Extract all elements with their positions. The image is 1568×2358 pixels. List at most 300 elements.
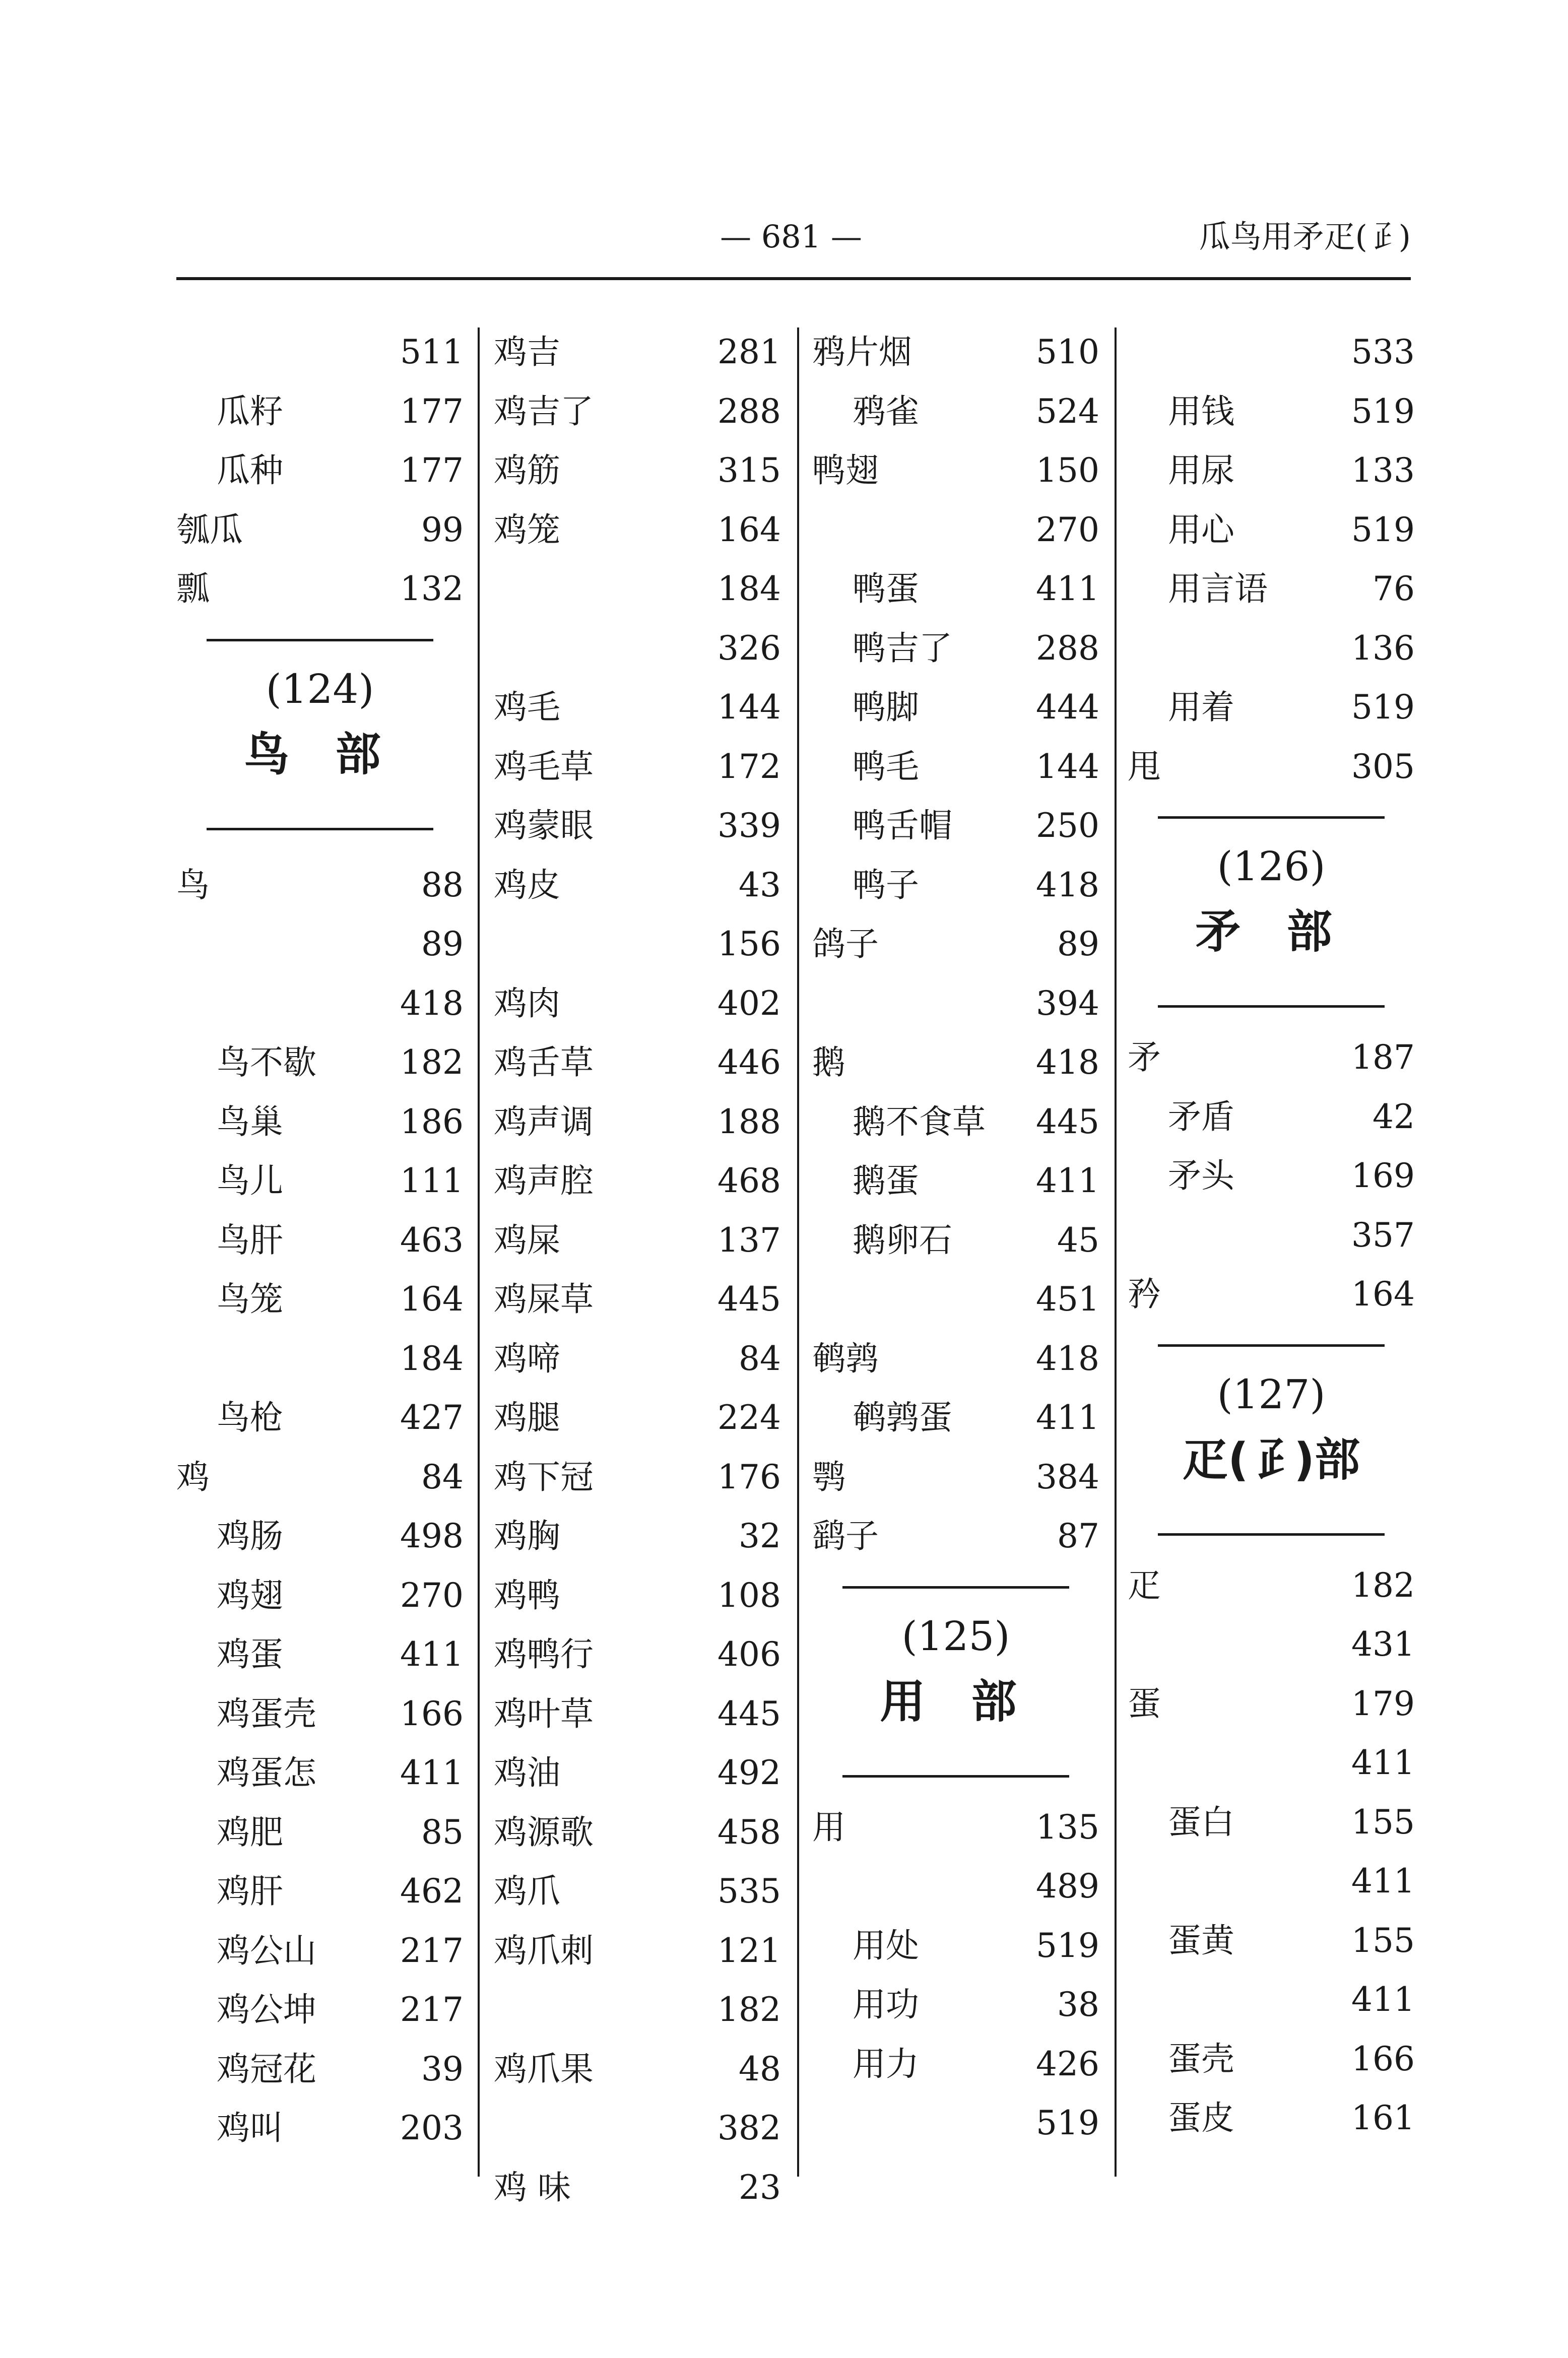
index-entry (812, 1857, 1099, 1916)
index-entry (176, 1862, 464, 1921)
entry-page-number: 164 (1351, 1275, 1415, 1314)
index-entry (1128, 1028, 1415, 1087)
index-entry (494, 678, 781, 737)
index-entry (812, 1798, 1099, 1857)
entry-page-number: 182 (400, 1043, 464, 1082)
entry-page-number: 510 (1036, 333, 1099, 371)
index-entry (812, 1448, 1099, 1507)
entry-page-number: 418 (400, 984, 464, 1023)
entry-page-number: 217 (400, 1931, 464, 1970)
index-entry (494, 322, 781, 382)
entry-page-number: 144 (1036, 747, 1099, 786)
section-number: (126) (1217, 843, 1326, 890)
index-entry (494, 382, 781, 441)
entry-term: 鸡屎 (494, 1220, 560, 1260)
entry-page-number: 411 (1351, 1862, 1415, 1901)
entry-term: 鸡皮 (494, 865, 560, 904)
entry-term: 用力 (853, 2044, 919, 2083)
entry-page-number: 161 (1351, 2099, 1415, 2137)
entry-page-number: 42 (1373, 1097, 1415, 1136)
index-entry (176, 2099, 464, 2158)
entry-page-number: 111 (400, 1161, 464, 1200)
index-entry (176, 500, 464, 560)
entry-page-number: 357 (1351, 1215, 1415, 1255)
index-entry (494, 1388, 781, 1448)
entry-page-number: 203 (400, 2109, 464, 2147)
entry-page-number: 179 (1351, 1684, 1415, 1723)
index-entry (176, 1151, 464, 1211)
entry-page-number: 155 (1351, 1802, 1415, 1842)
entry-page-number: 411 (1351, 1743, 1415, 1782)
index-entry (494, 559, 781, 619)
index-entry (176, 322, 464, 382)
index-entry (812, 2093, 1099, 2153)
entry-page-number: 489 (1036, 1867, 1099, 1906)
entry-term: 矜 (1128, 1275, 1161, 1314)
entry-page-number: 137 (717, 1220, 781, 1260)
index-entry (812, 500, 1099, 560)
index-entry (176, 914, 464, 974)
index-entry (812, 914, 1099, 974)
entry-page-number: 121 (717, 1931, 781, 1970)
entry-term: 鸭翅 (812, 451, 879, 490)
entry-term: 蛋皮 (1168, 2099, 1234, 2137)
entry-term: 用 (812, 1807, 845, 1847)
index-entry (176, 1803, 464, 1862)
entry-page-number: 172 (717, 747, 781, 786)
index-entry (176, 1033, 464, 1092)
index-entry (176, 1684, 464, 1744)
entry-page-number: 418 (1036, 1043, 1099, 1082)
entry-term: 用功 (853, 1985, 919, 2024)
entry-term: 鸭舌帽 (853, 806, 952, 845)
index-entry (1128, 678, 1415, 737)
index-entry (176, 1329, 464, 1389)
entry-term: 鸟枪 (217, 1398, 283, 1437)
index-entry (812, 1211, 1099, 1270)
entry-term: 鸡翅 (217, 1576, 283, 1615)
index-entry (1128, 1970, 1415, 2029)
entry-term: 鸡 味 (494, 2168, 571, 2207)
index-entry (494, 1684, 781, 1744)
index-entry (812, 796, 1099, 856)
entry-page-number: 89 (1057, 925, 1099, 963)
index-entry (176, 1743, 464, 1803)
entry-term: 鸡啼 (494, 1339, 560, 1378)
entry-page-number: 108 (717, 1576, 781, 1615)
entry-term: 鸟笼 (217, 1280, 283, 1319)
index-entry (812, 737, 1099, 797)
section-rule-bottom (207, 828, 433, 830)
index-entry (494, 441, 781, 500)
entry-term: 鹅 (812, 1043, 845, 1082)
index-entry (1128, 2088, 1415, 2148)
index-entry (1128, 1793, 1415, 1852)
index-entry (494, 1980, 781, 2040)
entry-page-number: 270 (1036, 510, 1099, 549)
entry-term: 鸡肠 (217, 1517, 283, 1555)
entry-page-number: 99 (421, 510, 464, 549)
entry-term: 甩 (1128, 747, 1161, 786)
entry-page-number: 411 (1036, 1161, 1099, 1200)
entry-page-number: 184 (717, 569, 781, 608)
entry-page-number: 418 (1036, 1339, 1099, 1378)
entry-page-number: 250 (1036, 806, 1099, 845)
entry-term: 鸟儿 (217, 1161, 283, 1200)
index-entry (176, 1388, 464, 1448)
entry-page-number: 411 (1351, 1980, 1415, 2019)
entry-term: 用尿 (1168, 451, 1234, 490)
index-entry (1128, 2029, 1415, 2089)
entry-term: 鸭子 (853, 865, 919, 904)
index-entry (1128, 441, 1415, 500)
entry-term: 鸡蛋 (217, 1635, 283, 1674)
index-column-4 (1128, 322, 1415, 2148)
index-entry (1128, 1911, 1415, 1971)
entry-term: 鸭脚 (853, 688, 919, 727)
entry-term: 矛 (1128, 1038, 1161, 1077)
entry-term: 鸡肥 (217, 1812, 283, 1852)
index-entry (494, 796, 781, 856)
entry-term: 鸡爪 (494, 1872, 560, 1911)
entry-term: 鸡肉 (494, 984, 560, 1023)
entry-term: 鸡鸭 (494, 1576, 560, 1615)
index-column-1 (176, 322, 464, 2158)
entry-term: 鸟肝 (217, 1220, 283, 1260)
index-entry (494, 500, 781, 560)
entry-term: 鸡叫 (217, 2109, 283, 2147)
entry-page-number: 136 (1351, 628, 1415, 668)
entry-page-number: 445 (717, 1280, 781, 1319)
index-entry (1128, 1206, 1415, 1265)
entry-page-number: 188 (717, 1102, 781, 1141)
entry-page-number: 32 (739, 1517, 781, 1555)
section-title: 用 部 (880, 1675, 1032, 1728)
entry-page-number: 492 (717, 1753, 781, 1792)
entry-page-number: 182 (717, 1990, 781, 2029)
entry-page-number: 156 (717, 925, 781, 963)
section-number: (124) (266, 665, 374, 712)
index-entry (494, 2099, 781, 2158)
index-entry (812, 382, 1099, 441)
index-entry (1128, 1087, 1415, 1147)
index-column-3 (812, 322, 1099, 2153)
index-entry (812, 1329, 1099, 1389)
entry-page-number: 164 (717, 510, 781, 549)
entry-page-number: 382 (717, 2109, 781, 2147)
entry-page-number: 406 (717, 1635, 781, 1674)
entry-term: 鸡爪果 (494, 2049, 594, 2088)
index-entry (176, 1506, 464, 1566)
index-entry (812, 1151, 1099, 1211)
index-entry (812, 1270, 1099, 1329)
entry-term: 鹅卵石 (853, 1220, 952, 1260)
entry-page-number: 445 (1036, 1102, 1099, 1141)
entry-term: 鸡毛 (494, 688, 560, 727)
entry-page-number: 187 (1351, 1038, 1415, 1077)
entry-page-number: 498 (400, 1517, 464, 1555)
index-entry (1128, 1615, 1415, 1674)
column-divider (1115, 328, 1117, 2177)
index-entry (812, 1388, 1099, 1448)
index-entry (176, 2040, 464, 2099)
entry-page-number: 533 (1351, 333, 1415, 371)
entry-term: 鹅蛋 (853, 1161, 919, 1200)
entry-page-number: 519 (1351, 510, 1415, 549)
entry-term: 鸡胸 (494, 1517, 560, 1555)
index-entry (494, 1211, 781, 1270)
entry-term: 用处 (853, 1926, 919, 1965)
entry-term: 鸡声调 (494, 1102, 594, 1141)
column-divider (797, 328, 799, 2177)
entry-term: 鸡腿 (494, 1398, 560, 1437)
entry-page-number: 186 (400, 1102, 464, 1141)
entry-page-number: 511 (400, 333, 464, 371)
entry-page-number: 150 (1036, 451, 1099, 490)
entry-page-number: 411 (1036, 1398, 1099, 1437)
section-heading (176, 619, 464, 856)
entry-term: 蛋黄 (1168, 1921, 1234, 1960)
entry-page-number: 177 (400, 451, 464, 490)
index-entry (494, 1566, 781, 1625)
entry-page-number: 458 (717, 1812, 781, 1852)
entry-page-number: 144 (717, 688, 781, 727)
entry-page-number: 384 (1036, 1457, 1099, 1496)
entry-page-number: 184 (400, 1339, 464, 1378)
index-entry (494, 2158, 781, 2217)
index-entry (812, 1975, 1099, 2035)
entry-page-number: 463 (400, 1220, 464, 1260)
entry-page-number: 87 (1057, 1517, 1099, 1555)
index-entry (1128, 1146, 1415, 1206)
index-entry (812, 559, 1099, 619)
entry-term: 鸡蛋壳 (217, 1694, 316, 1733)
entry-page-number: 339 (717, 806, 781, 845)
entry-term: 鸦雀 (853, 391, 919, 431)
index-entry (494, 856, 781, 915)
section-title: 鸟 部 (244, 728, 396, 781)
index-entry (812, 441, 1099, 500)
section-heading (1128, 1324, 1415, 1556)
entry-page-number: 166 (400, 1694, 464, 1733)
index-entry (1128, 500, 1415, 560)
index-entry (176, 441, 464, 500)
index-entry (176, 1211, 464, 1270)
entry-page-number: 305 (1351, 747, 1415, 786)
index-entry (1128, 1674, 1415, 1734)
index-entry (812, 1033, 1099, 1092)
entry-page-number: 177 (400, 391, 464, 431)
entry-term: 鸟巢 (217, 1102, 283, 1141)
section-heading (1128, 796, 1415, 1028)
entry-term: 矛盾 (1168, 1097, 1234, 1136)
entry-term: 用着 (1168, 688, 1234, 727)
index-entry (494, 1803, 781, 1862)
entry-term: 用言语 (1168, 569, 1268, 608)
entry-term: 鹅不食草 (853, 1102, 986, 1141)
index-entry (1128, 322, 1415, 382)
entry-page-number: 48 (739, 2049, 781, 2088)
entry-term: 鸡吉了 (494, 391, 594, 431)
index-entry (1128, 1852, 1415, 1911)
entry-term: 鹞子 (812, 1517, 879, 1555)
entry-term: 鸭蛋 (853, 569, 919, 608)
entry-page-number: 84 (739, 1339, 781, 1378)
page-number: — 681 — (720, 218, 862, 255)
entry-page-number: 411 (400, 1635, 464, 1674)
index-entry (812, 1092, 1099, 1152)
entry-page-number: 39 (421, 2049, 464, 2088)
entry-page-number: 519 (1351, 688, 1415, 727)
entry-page-number: 519 (1036, 2104, 1099, 2142)
index-entry (812, 678, 1099, 737)
section-rule-top (1158, 816, 1385, 819)
entry-term: 鸡筋 (494, 451, 560, 490)
entry-page-number: 411 (400, 1753, 464, 1792)
entry-page-number: 451 (1036, 1280, 1099, 1319)
section-number: (127) (1217, 1370, 1326, 1418)
entry-term: 瓢 (176, 569, 210, 608)
running-header-radicals: 瓜鸟用矛疋(𤴔) (1199, 218, 1411, 255)
index-entry (176, 974, 464, 1033)
index-entry (176, 559, 464, 619)
entry-term: 鸡蛋怎 (217, 1753, 316, 1792)
entry-term: 疋 (1128, 1565, 1161, 1605)
entry-term: 蛋白 (1168, 1802, 1234, 1842)
entry-term: 鸦片烟 (812, 333, 912, 371)
entry-page-number: 394 (1036, 984, 1099, 1023)
index-entry (494, 1151, 781, 1211)
entry-page-number: 166 (1351, 2039, 1415, 2078)
entry-page-number: 169 (1351, 1156, 1415, 1195)
entry-term: 鸡鸭行 (494, 1635, 594, 1674)
entry-page-number: 45 (1057, 1220, 1099, 1260)
entry-page-number: 462 (400, 1872, 464, 1911)
entry-page-number: 38 (1057, 1985, 1099, 2024)
entry-term: 鸡公坤 (217, 1990, 316, 2029)
entry-term: 鸡 (176, 1457, 210, 1496)
entry-term: 鹗 (812, 1457, 845, 1496)
index-entry (176, 1980, 464, 2040)
index-entry (812, 1916, 1099, 1976)
entry-page-number: 426 (1036, 2044, 1099, 2083)
section-heading (812, 1566, 1099, 1798)
index-entry (494, 2040, 781, 2099)
column-divider (478, 328, 480, 2177)
entry-term: 鸡肝 (217, 1872, 283, 1911)
section-rule-bottom (842, 1775, 1069, 1778)
index-column-2 (494, 322, 781, 2217)
section-rule-bottom (1158, 1005, 1385, 1008)
entry-page-number: 288 (717, 391, 781, 431)
index-entry (176, 1625, 464, 1684)
index-entry (176, 1270, 464, 1329)
index-entry (494, 1448, 781, 1507)
entry-term: 鸡舌草 (494, 1043, 594, 1082)
entry-term: 蛋 (1128, 1684, 1161, 1723)
section-rule-bottom (1158, 1533, 1385, 1536)
index-entry (812, 1506, 1099, 1566)
entry-term: 用钱 (1168, 391, 1234, 431)
entry-term: 瓜籽 (217, 391, 283, 431)
entry-term: 鸡声腔 (494, 1161, 594, 1200)
header-rule (176, 277, 1411, 280)
entry-page-number: 281 (717, 333, 781, 371)
entry-page-number: 182 (1351, 1565, 1415, 1605)
entry-term: 鸭毛 (853, 747, 919, 786)
index-entry (494, 1921, 781, 1981)
index-entry (176, 1092, 464, 1152)
entry-page-number: 444 (1036, 688, 1099, 727)
index-entry (812, 619, 1099, 678)
index-entry (1128, 382, 1415, 441)
entry-term: 鸡油 (494, 1753, 560, 1792)
entry-page-number: 155 (1351, 1921, 1415, 1960)
entry-page-number: 164 (400, 1280, 464, 1319)
index-entry (494, 1092, 781, 1152)
section-title: 疋(𤴔)部 (1182, 1433, 1360, 1486)
entry-page-number: 411 (1036, 569, 1099, 608)
index-entry (1128, 1733, 1415, 1793)
index-entry (176, 856, 464, 915)
index-entry (494, 1743, 781, 1803)
index-entry (1128, 1556, 1415, 1615)
section-rule-top (1158, 1344, 1385, 1347)
entry-page-number: 315 (717, 451, 781, 490)
entry-page-number: 88 (421, 865, 464, 904)
index-entry (494, 1862, 781, 1921)
entry-term: 鸡下冠 (494, 1457, 594, 1496)
entry-page-number: 224 (717, 1398, 781, 1437)
entry-term: 用心 (1168, 510, 1234, 549)
entry-page-number: 23 (739, 2168, 781, 2207)
entry-term: 鸟 (176, 865, 210, 904)
entry-term: 鸡公山 (217, 1931, 316, 1970)
entry-page-number: 84 (421, 1457, 464, 1496)
entry-page-number: 431 (1351, 1625, 1415, 1664)
entry-page-number: 135 (1036, 1807, 1099, 1847)
entry-term: 鸡源歌 (494, 1812, 594, 1852)
index-entry (176, 382, 464, 441)
entry-term: 鸭吉了 (853, 628, 952, 668)
index-entry (812, 322, 1099, 382)
entry-page-number: 446 (717, 1043, 781, 1082)
entry-page-number: 132 (400, 569, 464, 608)
index-entry (494, 1625, 781, 1684)
index-entry (1128, 559, 1415, 619)
entry-term: 矛头 (1168, 1156, 1234, 1195)
section-rule-top (207, 639, 433, 641)
index-entry (812, 974, 1099, 1033)
entry-term: 瓜种 (217, 451, 283, 490)
entry-page-number: 133 (1351, 451, 1415, 490)
index-entry (812, 2035, 1099, 2094)
index-entry (1128, 1265, 1415, 1324)
entry-term: 鸟不歇 (217, 1043, 316, 1082)
entry-page-number: 176 (717, 1457, 781, 1496)
entry-term: 鸡屎草 (494, 1280, 594, 1319)
index-entry (1128, 737, 1415, 797)
entry-page-number: 468 (717, 1161, 781, 1200)
entry-page-number: 217 (400, 1990, 464, 2029)
entry-term: 鸡爪刺 (494, 1931, 594, 1970)
index-entry (494, 914, 781, 974)
index-entry (176, 1448, 464, 1507)
entry-term: 瓠瓜 (176, 510, 243, 549)
index-entry (176, 1921, 464, 1981)
section-number: (125) (901, 1612, 1010, 1660)
entry-term: 鸡冠花 (217, 2049, 316, 2088)
